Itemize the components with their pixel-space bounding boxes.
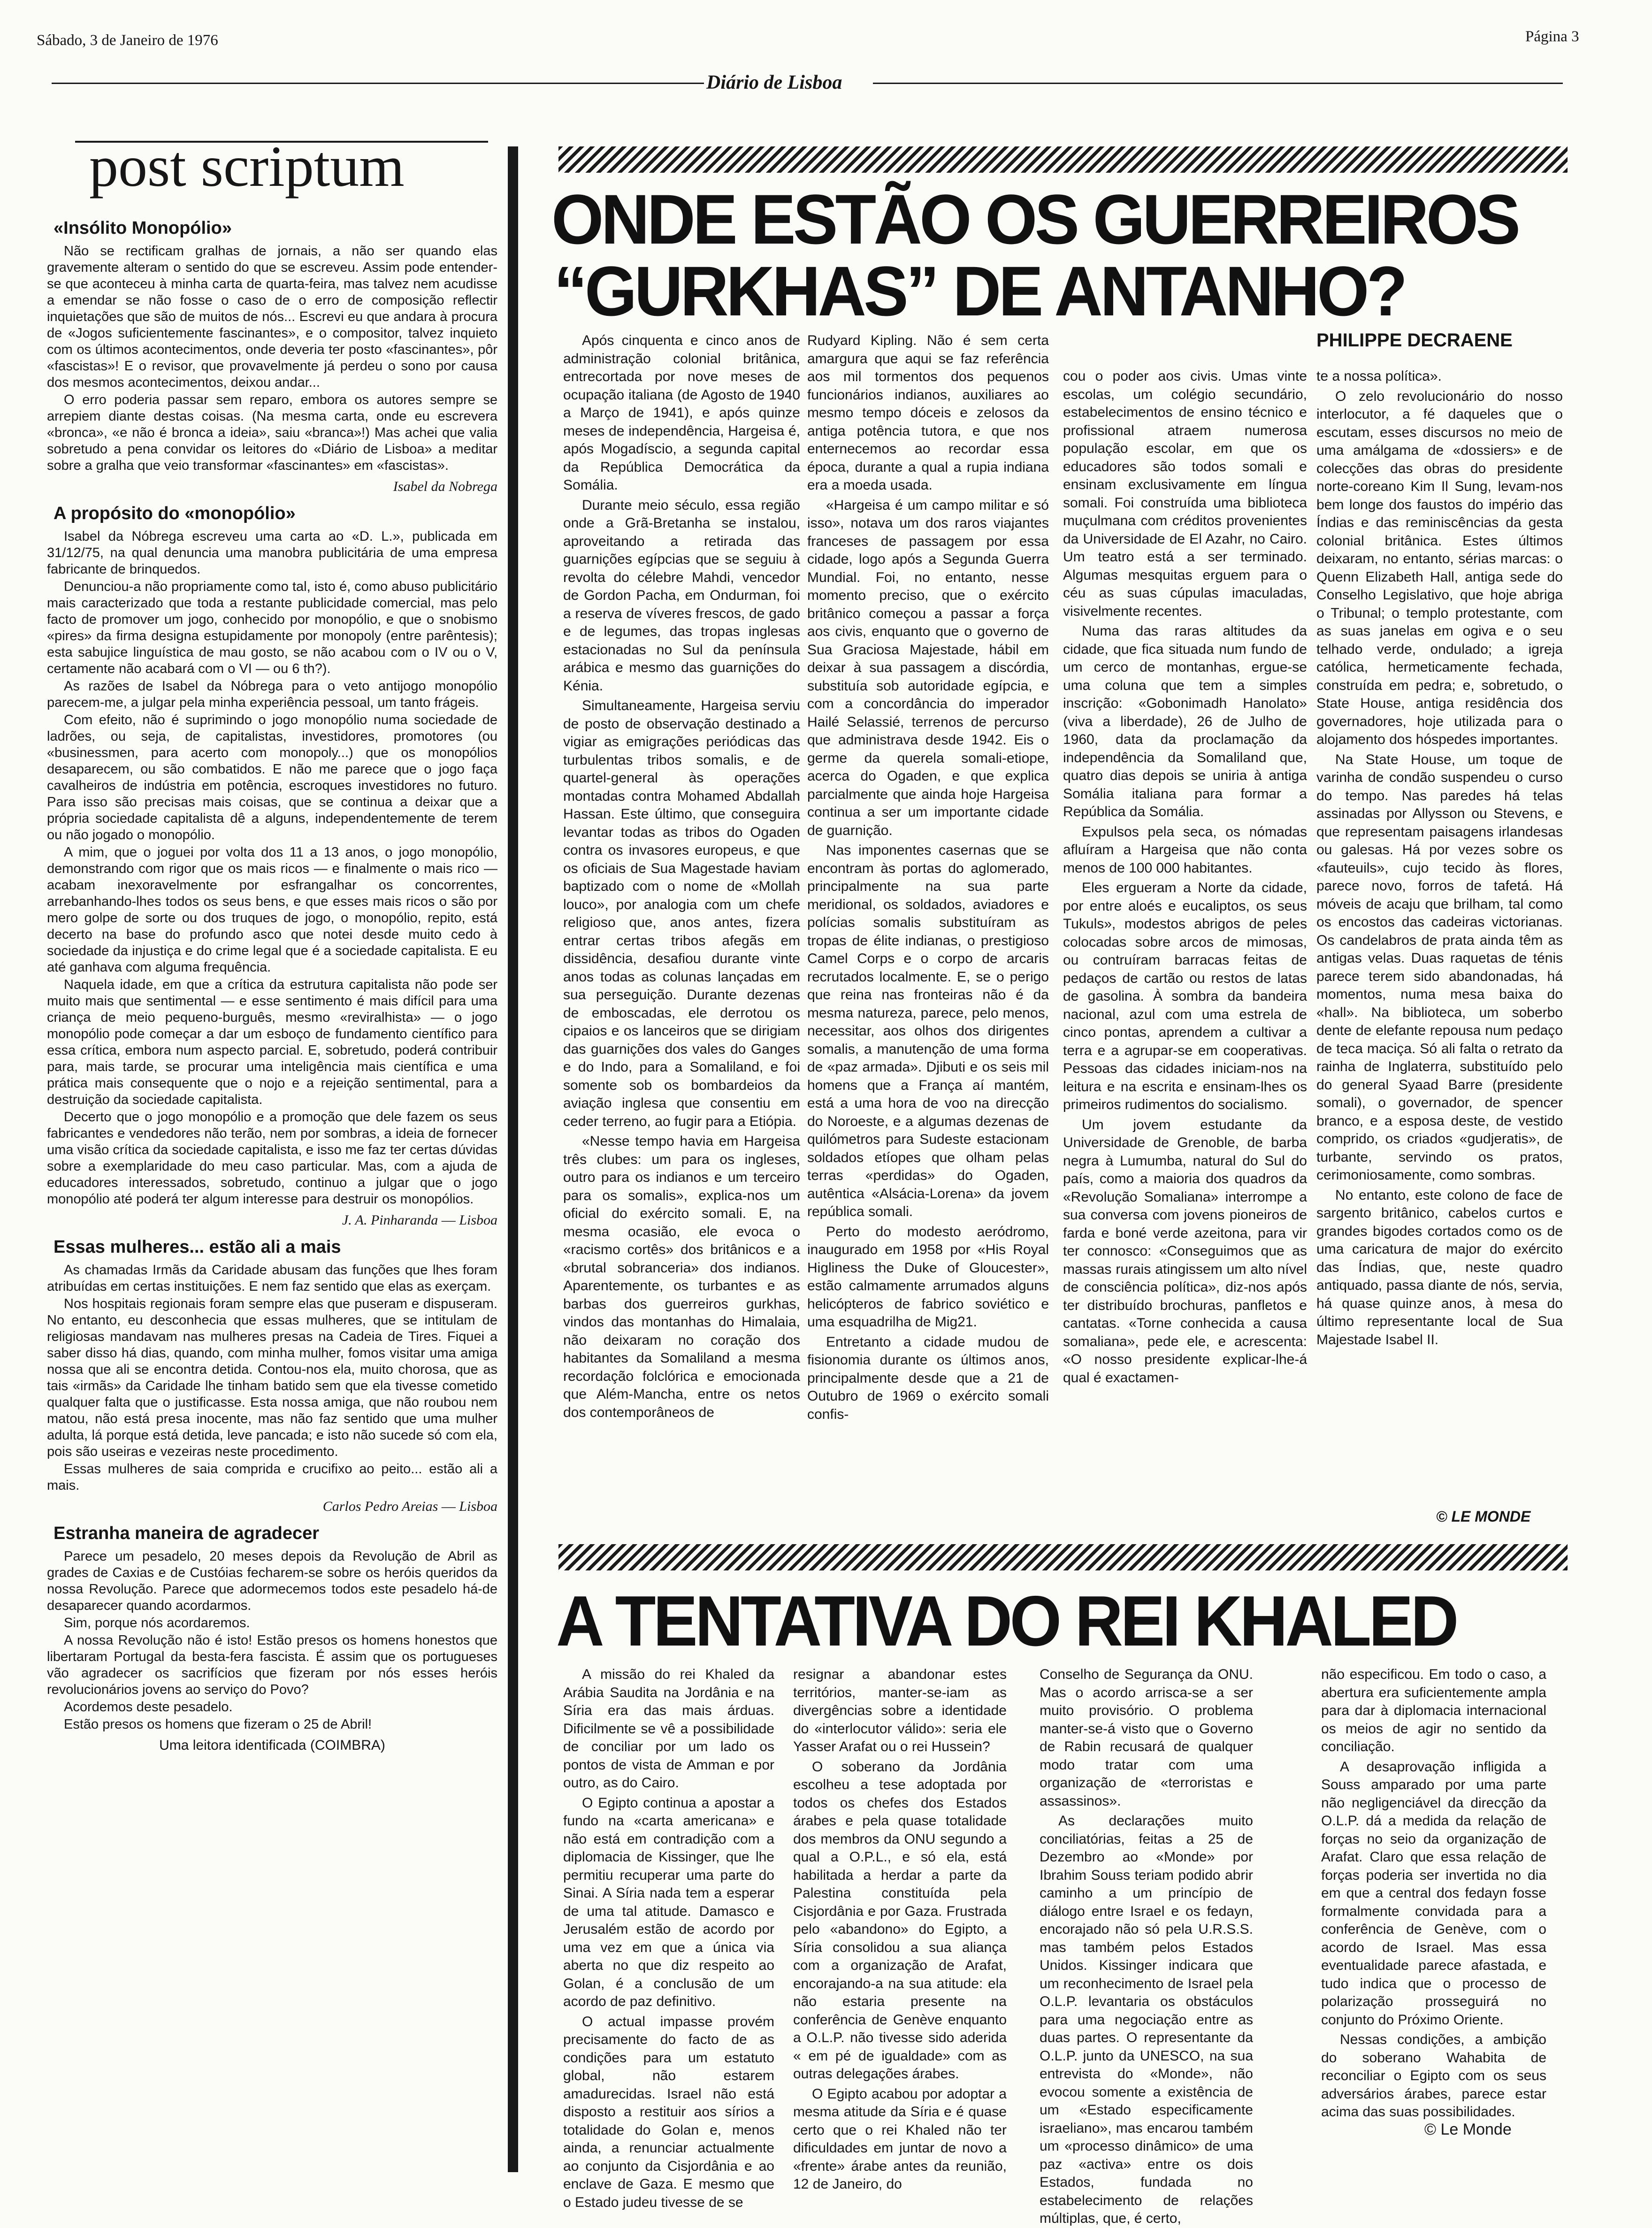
letter-a-proposito-monopolio — [47, 502, 497, 1228]
article-paragraph: Nessas condições, a ambição do soberano Wahabita de reconciliar o Egipto com os seus adversários árabes, parece estar acima das suas possibilidades. — [1321, 2032, 1546, 2120]
letter-paragraph: Acordemos deste pesadelo. — [64, 1700, 233, 1715]
article-paragraph: No entanto, este colono de face de sargento britânico, cabelos curtos e grandes bigodes cortados como os de uma caricatura de major do exército das Índias, que, neste quadro antiquado, passa diante de nós, servia, há quase quinze anos, à mesa do último representante local de Sua Majestade Isabel II. — [1316, 1187, 1563, 1348]
article-paragraph: Conselho de Segurança da ONU. Mas o acordo arrisca-se a ser muito provisório. O problema manter-se-á visto que o Governo de Rabin recusará de qualquer modo tratar com uma organização de «terroristas e assassinos». — [1040, 1667, 1253, 1809]
article-paragraph: Perto do modesto aeródromo, inaugurado em 1958 por «His Royal Higliness the Duke of Gloucester», estão calmamente arrumados alguns helicópteros de fabrico soviético e uma esquadrilha de Mig21. — [807, 1224, 1049, 1330]
article-paragraph: Na State House, um toque de varinha de condão suspendeu o curso do tempo. Nas paredes há telas assinadas por Allysson ou Stevens, e que representam paisagens irlandesas ou galesas. Há por vezes sobre os «fauteuils», cujo tecido às flores, parece novo, forros de tafetá. Há móveis de acaju que brilham, tal como os encostos das cadeiras victorianas. Os candelabros de prata ainda têm as antigas velas. Duas raquetas de ténis parece terem sido abandonadas, há momentos, numa mesa baixa do «hall». Na biblioteca, um soberbo dente de elefante repousa num pedaço de teca maciça. Só ali falta o retrato da rainha de Inglaterra, substituído pelo do general Syaad Barre (presidente somali), o governador, de spencer branco, e a esposa deste, de vestido comprido, os criados «gudjeratis», de turbante, servindo os pratos, cerimoniosamente, como sombras. — [1316, 751, 1563, 1183]
letter-signature: Isabel da Nobrega — [393, 479, 497, 494]
masthead-rule-left — [52, 83, 704, 84]
article-paragraph: Durante meio século, essa região onde a Grã-Bretanha se instalou, aproveitando a retirada das guarnições egípcias que se seguiu à revolta do célebre Mahdi, vencedor de Gordon Pacha, em Ondurman, foi a reserva de víveres frescos, de gado e de legumes, das tropas inglesas estacionadas no Sul da península arábica e mesmo das guarnições do Kénia. — [563, 497, 800, 694]
letter-paragraph: O erro poderia passar sem reparo, embora os autores sempre se arrepiem diante destas coisas. (Na mesma carta, onde eu escrevera «bronca», «e não é bronca a ideia», saiu «branca»!) Mas achei que valia sobretudo a pena convidar os leitores do «Diário de Lisboa» a meditar sobre a gralha que veio transformar «fascinantes» em «fascistas». — [47, 392, 497, 473]
letter-paragraph: Naquela idade, em que a crítica da estrutura capitalista não pode ser muito mais que sentimental ― e esse sentimento é mais difícil para uma criança de meio pequeno-burguês, mesmo «reviralhista» ― o jogo monopólio pode começar a dar um esboço de fundamento científico para essa crítica, embora num aspecto parcial. E, sobretudo, poderá contribuir para, mais tarde, se procurar uma inteligência mais científica e uma prática mais consequente que o nojo e a rejeição sentimental, para a destruição da sociedade capitalista. — [47, 977, 497, 1107]
article-paragraph: A desaprovação infligida a Souss amparado por uma parte não negligenciável da direcção da O.L.P. dá a medida da relação de forças no seio da organização de Arafat. Claro que essa relação de forças poderia ser invertida no dia em que a central dos fedayn fosse formalmente convidada para a conferência de Genève, com o acordo de Israel. Mas essa eventualidade parece afastada, e tudo indica que o processo de polarização prosseguirá no conjunto do Próximo Oriente. — [1321, 1759, 1546, 2028]
khaled-column-2 — [793, 1666, 1007, 2192]
article-paragraph: Após cinquenta e cinco anos de administração colonial britânica, entrecortada por nove meses de ocupação italiana (de Agosto de 1940 a Março de 1941), e após quinze meses de independência, Hargeisa é, após Mogadíscio, a segunda capital da República Democrática da Somália. — [563, 333, 800, 493]
letter-signature: J. A. Pinharanda ― Lisboa — [342, 1212, 497, 1228]
article-paragraph: O Egipto acabou por adoptar a mesma atitude da Síria e é quase certo que o rei Khaled não ter dificuldades em juntar de novo a «frente» árabe antes da reunião, 12 de Janeiro, do — [793, 2086, 1007, 2192]
article-paragraph: Simultaneamente, Hargeisa serviu de posto de observação destinado a vigiar as emigrações periódicas das turbulentas tribos somalis, e de quartel-general às operações montadas contra Mohamed Abdallah Hassan. Este último, que conseguira levantar todas as tribos do Ogaden contra os invasores europeus, e que os oficiais de Sua Magestade haviam baptizado com o nome de «Mollah louco», por analogia com um chefe religioso que, anos antes, fizera entrar certas tribos afegãs em dissidência, desafiou durante vinte anos todas as colunas lançadas em sua perseguição. Durante dezenas de emboscadas, ele derrotou os cipaios e os lanceiros que se dirigiam das guarnições dos vales do Ganges e do Indo, para a Somaliland, e foi somente sob os bombardeios da aviação inglesa que consentiu em ceder terreno, ao fugir para a Etiópia. — [563, 698, 800, 1129]
masthead-page-number: Página 3 — [1525, 28, 1579, 45]
khaled-headline: A TENTATIVA DO REI KHALED — [556, 1581, 1456, 1661]
gurkhas-headline-line-2: “GURKHAS” DE ANTANHO? — [554, 252, 1405, 330]
article-paragraph: A missão do rei Khaled da Arábia Saudita na Jordânia e na Síria era das mais árduas. Dificilmente se vê a possibilidade de conciliar por um lado os pontos de vista de Amman e por outro, as do Cairo. — [563, 1667, 774, 1791]
article-paragraph: Um jovem estudante da Universidade de Grenoble, de barba negra à Lumumba, natural do Sul do país, como a maioria dos quadros da «Revolução Somaliana» interrompe a sua conversa com jovens pioneiros de farda e boné verde azeitona, para vir ter connosco: «Conseguimos que as massas rurais atingissem um alto nível de consciência política», diz-nos após ter distribuído brochuras, panfletos e cantatas. «Torne conhecida a causa somaliana», pede ele, e acrescenta: «O nosso presidente explicar-lhe-á qual é exactamen- — [1063, 1117, 1307, 1386]
khaled-column-3 — [1040, 1666, 1253, 2226]
article-paragraph: O soberano da Jordânia escolheu a tese adoptada por todos os chefes dos Estados árabes e pela quase totalidade dos membros da ONU segundo a qual a O.P.L., e só ela, está habilitada a herdar a parte da Palestina constituída pela Cisjordânia e por Gaza. Frustrada pelo «abandono» do Egipto, a Síria consolidou a sua aliança com a organização de Arafat, encorajando-a na sua atitude: ela não estaria presente na conferência de Genève enquanto a O.L.P. não tivesse sido aderida « em pé de igualdade» com as outras delegações árabes. — [793, 1759, 1007, 2082]
letter-paragraph: Parece um pesadelo, 20 meses depois da Revolução de Abril as grades de Caxias e de Custóias fecharem-se sobre os heróis queridos da nossa Revolução. Parece que adormecemos todos este pesadelo há-de desaparecer quando acordarmos. — [47, 1549, 497, 1613]
letter-estranha-maneira — [47, 1522, 497, 1753]
article-paragraph: Rudyard Kipling. Não é sem certa amargura que aqui se faz referência aos mil tormentos dos pequenos funcionários indianos, auxiliares ao mesmo tempo dóceis e zelosos da antiga potência tutora, e que nos enternecemos ao recordar essa época, durante a qual a rupia indiana era a moeda usada. — [807, 333, 1049, 493]
letter-insolito-monopolio — [47, 217, 497, 495]
khaled-column-1 — [563, 1666, 774, 2210]
letter-paragraph: Decerto que o jogo monopólio e a promoção que dele fazem os seus fabricantes e vendedores não terão, nem por sombras, a ideia de fornecer uma visão crítica da sociedade capitalista, e isso me faz ter certas dúvidas sobre a exemplaridade do meu caso particular. Mas, com a ajuda de educadores interessados, sobretudo, continuo a julgar que o jogo monopólio até poderá ter algum interesse para destruir os monopólios. — [47, 1110, 497, 1207]
letter-paragraph: Não se rectificam gralhas de jornais, a não ser quando elas gravemente alteram o sentido do que se escreveu. Assim pode entender-se que aconteceu à minha carta de quarta-feira, mas talvez nem acudisse a emendar se não fosse o caso de o erro de composição reflectir inquietações que são de muitos de nós... Escrevi eu que andara à procura de «Jogos suficientemente fascinantes», e o compositor, talvez inquieto com os últimos acontecimentos, onde deveria ter posto «fascinantes», pôr «fascistas»! E o revisor, que provavelmente já perdeu o sono por causa dos mesmos acontecimentos, deixou andar... — [47, 244, 497, 390]
masthead-rule-right — [873, 83, 1563, 84]
gurkhas-headline-line-1: ONDE ESTÃO OS GUERREIROS — [551, 180, 1518, 259]
article-paragraph: resignar a abandonar estes territórios, manter-se-iam as divergências sobre a identidade do «interlocutor válido»: seria ele Yasser Arafat ou o rei Hussein? — [793, 1667, 1007, 1754]
letter-paragraph: A mim, que o joguei por volta dos 11 a 13 anos, o jogo monopólio, demonstrando com rigor que os mais ricos ― e finalmente o mais rico ― acabam inexoravelmente por esfrangalhar os concorrentes, arrebanhando-lhes todos os seus bens, e que esses mais ricos o são por mero golpe de sorte ou dos truques de jogo, o monopólio, repito, está decerto na base do profundo asco que notei desde muito cedo à sociedade da injustiça e do crime legal que é a sociedade capitalista. E eu até ganhava com alguma frequência. — [47, 845, 497, 975]
letter-signature: Carlos Pedro Areias ― Lisboa — [322, 1499, 497, 1514]
khaled-credit: © Le Monde — [1424, 2121, 1512, 2138]
letter-heading: «Insólito Monopólio» — [54, 218, 232, 238]
letter-essas-mulheres — [47, 1236, 497, 1515]
article-paragraph: Expulsos pela seca, os nómadas afluíram a Hargeisa que não conta menos de 100 000 habitantes. — [1063, 824, 1307, 876]
letter-paragraph: Sim, porque nós acordaremos. — [64, 1615, 250, 1631]
article-paragraph: «Hargeisa é um campo militar e só isso», notava um dos raros viajantes franceses de passagem por essa cidade, logo após a Segunda Guerra Mundial. Foi, no entanto, nesse momento preciso, que o exército britânico começou a passar a força aos civis, enquanto que o governo de Sua Graciosa Majestade, hábil em deixar à sua passagem a discórdia, substituía sob autoridade egípcia, e com a concordância do imperador Hailé Selassié, terrenos de percurso que administrava desde 1942. Eis o germe da querela somali-etiope, acerca do Ogaden, e que explica parcialmente que ainda hoje Hargeisa continua a ser um importante cidade de guarnição. — [807, 497, 1049, 838]
gurkhas-credit: © LE MONDE — [1436, 1508, 1531, 1525]
article-paragraph: Nas imponentes casernas que se encontram às portas do aglomerado, principalmente na sua parte meridional, os soldados, aviadores e polícias somalis substituíram as tropas de élite indianas, o prestigioso Camel Corps e o corpo de arcaris recrutados localmente. E, se o perigo que reina nas fronteiras não é da mesma natureza, parece, pelo menos, necessitar, aos olhos dos dirigentes somalis, a manutenção de uma forma de «paz armada». Djibuti e os seis mil homens que a França aí mantém, está a uma hora de voo na direcção do Noroeste, e a algumas dezenas de quilómetros para Sudeste estacionam soldados etíopes que olham pelas terras «perdidas» do Ogaden, autêntica «Alsácia-Lorena» da jovem república somali. — [807, 842, 1049, 1219]
gurkhas-byline: PHILIPPE DECRAENE — [1316, 330, 1513, 351]
article-paragraph: As declarações muito conciliatórias, feitas a 25 de Dezembro ao «Monde» por Ibrahim Souss teriam podido abrir caminho a um princípio de diálogo entre Israel e os fedayn, encorajado não só pela U.R.S.S. mas também pelos Estados Unidos. Kissinger indicara que um reconhecimento de Israel pela O.L.P. levantaria os obstáculos para uma negociação entre as duas partes. O representante da O.L.P. junto da UNESCO, na sua entrevista do «Monde», não evocou somente a existência de um «Estado especificamente israeliano», mas encarou também um «processo dinâmico» de uma paz «activa» entre os dois Estados, fundada no estabelecimento de relações múltiplas, que, é certo, — [1040, 1813, 1253, 2226]
letter-heading: A propósito do «monopólio» — [54, 504, 296, 523]
letter-paragraph: A nossa Revolução não é isto! Estão presos os homens honestos que libertaram Portugal da besta-fera fascista. É assim que os portugueses vão agradecer os sacrifícios que fizeram por nós esses heróis revolucionários jovens ao serviço do Povo? — [47, 1633, 497, 1697]
masthead-newspaper-name: Diário de Lisboa — [706, 72, 842, 93]
article-paragraph: O zelo revolucionário do nosso interlocutor, a fé daqueles que o escutam, esses discursos no meio de uma amálgama de «dossiers» e de colecções das obras do presidente norte-coreano Kim Il Sung, levam-nos bem longe dos faustos do império das Índias e das reminiscências da gesta colonial britânica. Estes últimos deixaram, no entanto, sérias marcas: o Quenn Elizabeth Hall, antiga sede do Conselho Legislativo, que hoje abriga o Tribunal; o templo protestante, com as suas janelas em ogiva e o seu telhado verde, ondulado; a igreja católica, hermeticamente fechada, construída em pedra; e, sobretudo, o State House, antiga residência dos governadores, hoje utilizada para o alojamento dos hóspedes importantes. — [1316, 388, 1563, 747]
letter-paragraph: Isabel da Nóbrega escreveu uma carta ao «D. L.», publicada em 31/12/75, na qual denuncia uma manobra publicitária de uma empresa fabricante de brinquedos. — [47, 529, 497, 577]
letter-paragraph: As razões de Isabel da Nóbrega para o veto antijogo monopólio parecem-me, a julgar pela minha experiência pessoal, um tanto frágeis. — [47, 679, 497, 710]
letter-heading: Estranha maneira de agradecer — [54, 1524, 320, 1543]
khaled-column-4 — [1321, 1666, 1546, 2154]
letter-paragraph: Denunciou-a não propriamente como tal, isto é, como abuso publicitário mais caracterizado que toda a restante publicidade comercial, mas pelo facto de promover um jogo, conhecido por monopólio, e que o snobismo «pires» da firma designa estupidamente por monopoly (entre parêntesis); esta sabujice linguística de mau gosto, se não acabou com o IV ou o V, certamente não acabará com o VI ― ou 6 th?). — [47, 579, 497, 676]
letter-paragraph: Com efeito, não é suprimindo o jogo monopólio numa sociedade de ladrões, ou seja, de capitalistas, investidores, promotores (ou «businessmen, para acerto com monopoly...) que os monopólios desaparecem, ou são combatidos. E não me parece que o jogo faça cavalheiros de indústria em potência, escroques investidores no futuro. Para isso são precisas mais coisas, que se continua a deixar que a própria sociedade capitalista dê a alguns, independentemente de terem ou não jogado o monopólio. — [47, 712, 497, 842]
article-paragraph: «Nesse tempo havia em Hargeisa três clubes: um para os ingleses, outro para os indianos e um terceiro para os somalis», explica-nos um oficial do exército somali. E, na mesma ocasião, ele evoca o «racismo cortês» dos britânicos e a «brutal sobranceria» dos indianos. Aparentemente, os turbantes e as barbas dos guerreiros gurkhas, vindos das montanhas do Himalaia, não deixaram no coração dos habitantes da Somaliland a mesma recordação folclórica e emocionada que Além-Mancha, entre os netos dos contemporâneos de — [563, 1133, 800, 1420]
article-paragraph: Eles ergueram a Norte da cidade, por entre aloés e eucaliptos, os seus Tukuls», modestos abrigos de peles colocadas sobre arcos de mimosas, ou contruíram barracas feitas de pedaços de cartão ou restos de latas de gasolina. À sombra da bandeira nacional, azul com uma estrela de cinco pontas, aprendem a cultivar a terra e a agrupar-se em cooperativas. Pessoas das cidades iniciam-nos na leitura e na escrita e ensinam-lhes os primeiros rudimentos do socialismo. — [1063, 880, 1307, 1112]
article-paragraph: O Egipto continua a apostar a fundo na «carta americana» e não está em contradição com a diplomacia de Kissinger, que lhe permitiu recuperar uma parte do Sinai. A Síria nada tem a esperar de uma tal atitude. Damasco e Jerusalém estão de acordo por uma vez em que a única via aberta no que diz respeito ao Golan, é a conclusão de um acordo de paz definitivo. — [563, 1795, 774, 2009]
letter-paragraph: As chamadas Irmãs da Caridade abusam das funções que lhes foram atribuídas em certas instituições. E nem faz sentido que elas as exerçam. — [47, 1263, 497, 1294]
article-paragraph: não especificou. Em todo o caso, a abertura era suficientemente ampla para dar à diplomacia internacional os meios de agir no sentido da conciliação. — [1321, 1667, 1546, 1754]
article-paragraph: Entretanto a cidade mudou de fisionomia durante os últimos anos, principalmente desde que a 21 de Outubro de 1969 o exército somali confis- — [807, 1334, 1049, 1422]
letter-paragraph: Essas mulheres de saia comprida e crucifixo ao peito... estão ali a mais. — [47, 1462, 497, 1493]
letters-column — [47, 212, 497, 2183]
letter-paragraph: Nos hospitais regionais foram sempre elas que puseram e dispuseram. No entanto, eu desconhecia que essas mulheres, que se intitulam de religiosas mandavam nas mulheres presas na Cadeia de Tires. Fiquei a saber disso há dias, quando, com minha mulher, fomos visitar uma amiga nossa que ali se encontra detida. Contou-nos ela, muito chorosa, que as tais «irmãs» da Caridade lhe tinham batido sem que ela tivesse cometido qualquer falta que o justificasse. Esta nossa amiga, que não roubou nem matou, não está presa inocente, mas não faz sentido que uma mulher adulta, lá porque está detida, leve pancada; e isto não sucede só com ela, pois são useiras e vezeiras neste procedimento. — [47, 1296, 497, 1459]
letter-heading: Essas mulheres... estão ali a mais — [54, 1237, 341, 1257]
khaled-hatch-band — [558, 1544, 1568, 1570]
article-paragraph: Numa das raras altitudes da cidade, que fica situada num fundo de um cerco de montanhas, ergue-se uma coluna que tem a simples inscrição: «Gobonimadh Hanolato» (viva a liberdade), 26 de Julho de 1960, data da proclamação da independência da Somaliland que, quatro dias depois se uniria à antiga Somália italiana para formar a República da Somália. — [1063, 623, 1307, 819]
masthead-date: Sábado, 3 de Janeiro de 1976 — [37, 32, 218, 49]
column-divider — [508, 146, 518, 2172]
article-paragraph: cou o poder aos civis. Umas vinte escolas, um colégio secundário, estabelecimentos de ensino técnico e profissional atraem numerosa população escolar, em que os educadores são todos somali e ensinam exclusivamente em língua somali. Foi construída uma biblioteca muçulmana com créditos provenientes da Universidade de El Azahr, no Cairo. Um teatro está a ser terminado. Algumas mesquitas erguem para o céu as suas cúpulas imaculadas, visivelmente recentes. — [1063, 368, 1307, 619]
article-paragraph: O actual impasse provém precisamente do facto de as condições para um estatuto global, não estarem amadurecidas. Israel não está disposto a restituir aos sírios a totalidade do Golan e, menos ainda, a renunciar actualmente ao conjunto da Cisjordânia e ao enclave de Gaza. E mesmo que o Estado judeu tivesse de se — [563, 2014, 774, 2210]
letter-paragraph: Estão presos os homens que fizeram o 25 de Abril! — [64, 1717, 372, 1732]
letter-signature: Uma leitora identificada (COIMBRA) — [159, 1738, 385, 1753]
gurkhas-hatch-band — [558, 146, 1568, 173]
post-scriptum-title: post scriptum — [89, 134, 405, 199]
article-paragraph: te a nossa política». — [1316, 368, 1442, 384]
